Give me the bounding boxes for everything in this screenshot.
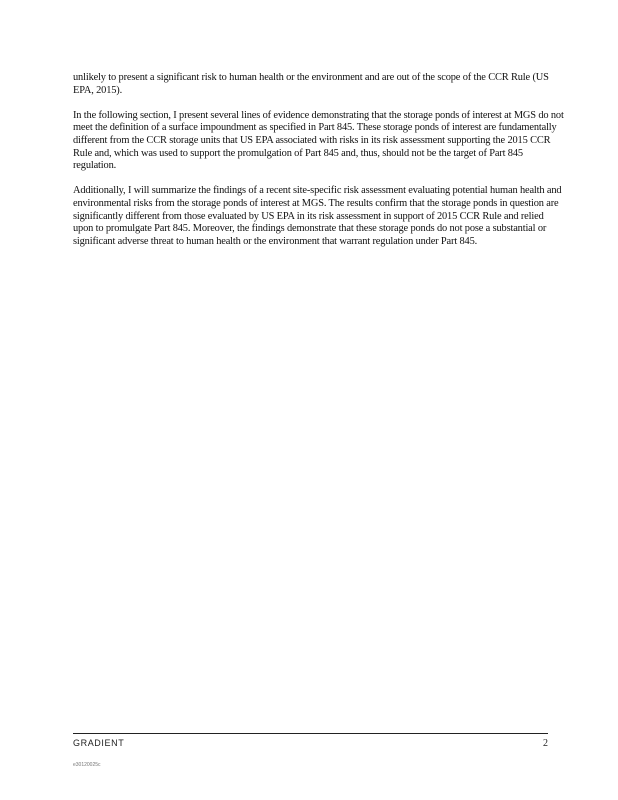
page-number: 2 (543, 738, 548, 749)
footer-divider (73, 733, 548, 734)
body-text (73, 72, 565, 261)
document-code: e30120025c (73, 762, 101, 768)
gradient-logo: GRADIENT (73, 738, 125, 748)
paragraph-2: In the following section, I present several lines of evidence demonstrating that the storage ponds of interest at MGS do not meet the definition of a surface impoundment as specified in Part 845. These storage ponds of interest are fundamentally different from the CCR storage units that US EPA associated with risks in its risk assessment supporting the 2015 CCR Rule and, which was used to support the promulgation of Part 845 and, thus, should not be the target of Part 845 regulation. (73, 109, 564, 172)
paragraph-3: Additionally, I will summarize the findings of a recent site-specific risk assessment evaluating potential human health and environmental risks from the storage ponds of interest at MGS. The results confirm that the storage ponds in question are significantly different from those evaluated by US EPA in its risk assessment in support of 2015 CCR Rule and relied upon to promulgate Part 845. Moreover, the findings demonstrate that these storage ponds do not pose a substantial or significant adverse threat to human health or the environment that warrant regulation under Part 845. (73, 185, 562, 247)
paragraph-1: unlikely to present a significant risk to human health or the environment and are out of the scope of the CCR Rule (US EPA, 2015). (73, 72, 549, 96)
